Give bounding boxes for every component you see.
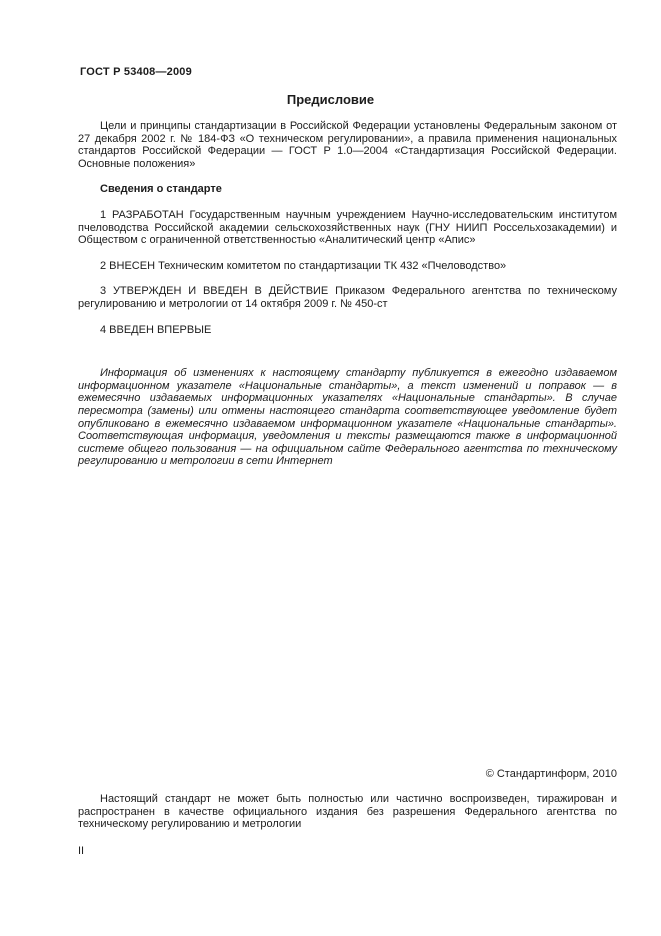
standard-info-item: 2 ВНЕСЕН Техническим комитетом по стандартизации ТК 432 «Пчеловодство»: [100, 259, 507, 272]
page-number: II: [78, 845, 85, 857]
document-code: ГОСТ Р 53408—2009: [80, 66, 192, 78]
change-notice-paragraph: Информация об изменениях к настоящему стандарту публикуется в ежегодно издаваемом информационном указателе «Национальные стандарты», а текст изменений и поправок — в ежемесячно издаваемых информационных указателях «Национальные стандарты». В случае пересмотра (замены) или отмены настоящего стандарта соответствующее уведомление будет опубликовано в ежемесячно издаваемом информационном указателе «Национальные стандарты». Соответствующая информация, уведомления и тексты размещаются также в информационной системе общего пользования — на официальном сайте Федерального агентства по техническому регулированию и метрологии в сети Интернет: [78, 367, 617, 468]
copyright-line: © Стандартинформ, 2010: [485, 768, 617, 780]
standard-info-item: 4 ВВЕДЕН ВПЕРВЫЕ: [100, 323, 212, 336]
reproduction-notice-paragraph: Настоящий стандарт не может быть полностью или частично воспроизведен, тиражирован и распространен в качестве официального издания без разрешения Федерального агентства по техническому регулированию и метрологии: [78, 793, 617, 831]
document-body: [78, 120, 617, 468]
standard-info-heading: Сведения о стандарте: [100, 183, 222, 196]
standard-info-item: 3 УТВЕРЖДЕН И ВВЕДЕН В ДЕЙСТВИЕ Приказом Федерального агентства по техническому регулированию и метрологии от 14 октября 2009 г. № 450-ст: [78, 285, 617, 310]
standard-info-item: 1 РАЗРАБОТАН Государственным научным учреждением Научно-исследовательским институтом пчеловодства Российской академии сельскохозяйственных наук (ГНУ НИИП Россельхозакадемии) и Обществом с ограниченной ответственностью «Аналитический центр «Апис»: [78, 208, 617, 247]
page-title: Предисловие: [286, 92, 375, 107]
intro-paragraph: Цели и принципы стандартизации в Российской Федерации установлены Федеральным законом от 27 декабря 2002 г. № 184-ФЗ «О техническом регулировании», а правила применения национальных стандартов Российской Федерации — ГОСТ Р 1.0—2004 «Стандартизация Российской Федерации. Основные положения»: [78, 120, 617, 170]
